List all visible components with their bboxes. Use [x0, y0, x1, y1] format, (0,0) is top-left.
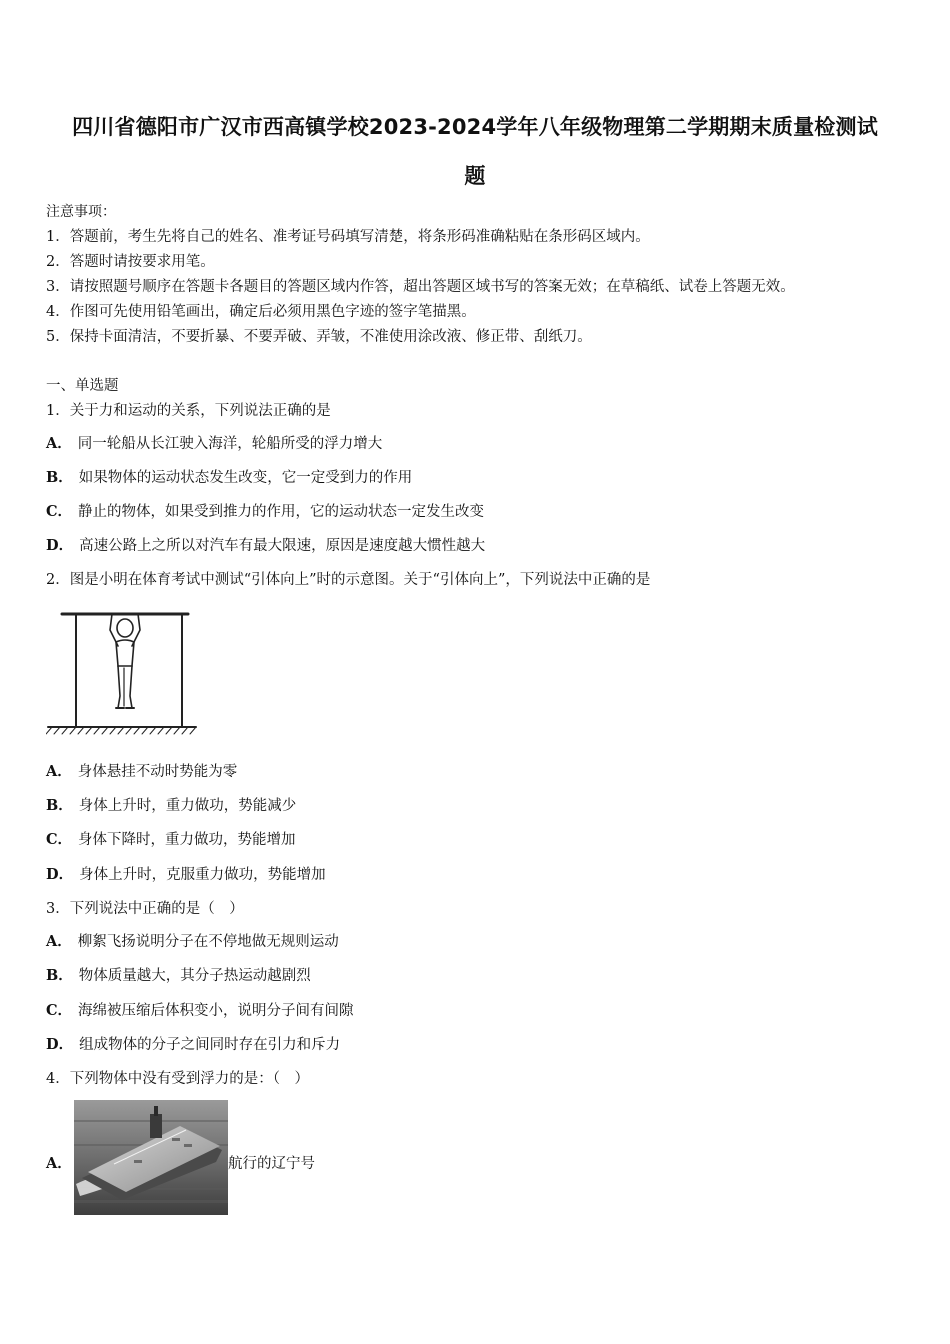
q2-option-c — [46, 830, 296, 850]
notice-item: 1．答题前，考生先将自己的姓名、准考证号码填写清楚，将条形码准确粘贴在条形码区域内。 — [46, 229, 650, 245]
torso — [116, 640, 134, 666]
option-text: 身体上升时，克服重力做功，势能增加 — [79, 867, 326, 883]
option-text: 身体悬挂不动时势能为零 — [77, 764, 238, 780]
question-3-stem: 3．下列说法中正确的是（ ） — [46, 901, 244, 917]
q1-option-c — [46, 502, 484, 522]
option-letter: B． — [46, 797, 73, 814]
option-text: 航行的辽宁号 — [228, 1156, 315, 1172]
q1-option-a — [46, 434, 382, 454]
option-letter: D． — [46, 866, 74, 883]
ground-hatching — [46, 727, 196, 734]
option-letter: B． — [46, 469, 73, 486]
option-text: 同一轮船从长江驶入海洋，轮船所受的浮力增大 — [77, 436, 383, 452]
right-leg — [130, 666, 132, 708]
option-letter: C． — [46, 503, 73, 520]
option-letter: A． — [46, 1155, 72, 1172]
q3-option-d — [46, 1035, 340, 1055]
document-title: 四川省德阳市广汉市西高镇学校2023-2024学年八年级物理第二学期期末质量检测试 — [72, 115, 878, 139]
option-letter: B． — [46, 967, 73, 984]
option-text: 柳絮飞扬说明分子在不停地做无规则运动 — [77, 934, 339, 950]
option-letter: A． — [46, 435, 72, 452]
option-text: 组成物体的分子之间同时存在引力和斥力 — [79, 1037, 341, 1053]
option-text: 海绵被压缩后体积变小，说明分子间有间隙 — [78, 1003, 354, 1019]
option-letter: A． — [46, 763, 72, 780]
option-letter: C． — [46, 1002, 73, 1019]
option-letter: A． — [46, 933, 72, 950]
option-text: 高速公路上之所以对汽车有最大限速，原因是速度越大惯性越大 — [79, 538, 486, 554]
question-4-stem: 4．下列物体中没有受到浮力的是：（ ） — [46, 1071, 309, 1087]
option-letter: D． — [46, 1036, 74, 1053]
option-text: 如果物体的运动状态发生改变，它一定受到力的作用 — [78, 470, 413, 486]
pull-up-figure — [46, 604, 206, 738]
notice-item: 3．请按照题号顺序在答题卡各题目的答题区域内作答，超出答题区域书写的答案无效；在草稿纸、试卷上答题无效。 — [46, 279, 795, 295]
q3-option-c — [46, 1001, 354, 1021]
option-letter: D． — [46, 537, 74, 554]
q3-option-a — [46, 932, 339, 952]
left-leg — [118, 666, 120, 708]
q1-option-b — [46, 468, 412, 488]
aircraft-carrier-photo — [74, 1100, 228, 1215]
notice-item: 5．保持卡面清洁，不要折暴、不要弄破、弄皱，不准使用涂改液、修正带、刮纸刀。 — [46, 329, 592, 345]
section-heading: 一、单选题 — [46, 378, 119, 394]
option-text: 身体下降时，重力做功，势能增加 — [78, 832, 296, 848]
notice-item: 2．答题时请按要求用笔。 — [46, 254, 215, 270]
head — [117, 619, 133, 637]
q2-option-d — [46, 865, 326, 885]
question-2-stem: 2．图是小明在体育考试中测试“引体向上”时的示意图。关于“引体向上”，下列说法中正确的是 — [46, 572, 651, 588]
q2-option-a — [46, 762, 237, 782]
option-letter: C． — [46, 831, 73, 848]
q1-option-d — [46, 536, 485, 556]
q3-option-b — [46, 966, 311, 986]
question-1-stem: 1．关于力和运动的关系，下列说法正确的是 — [46, 403, 331, 419]
option-text: 身体上升时，重力做功，势能减少 — [78, 798, 297, 814]
document-title-continuation: 题 — [464, 164, 486, 188]
notice-heading: 注意事项： — [46, 204, 116, 220]
notice-item: 4．作图可先使用铅笔画出，确定后必须用黑色字迹的签字笔描黑。 — [46, 304, 476, 320]
q2-option-b — [46, 796, 296, 816]
option-text: 物体质量越大，其分子热运动越剧烈 — [78, 968, 311, 984]
option-text: 静止的物体，如果受到推力的作用，它的运动状态一定发生改变 — [78, 504, 485, 520]
